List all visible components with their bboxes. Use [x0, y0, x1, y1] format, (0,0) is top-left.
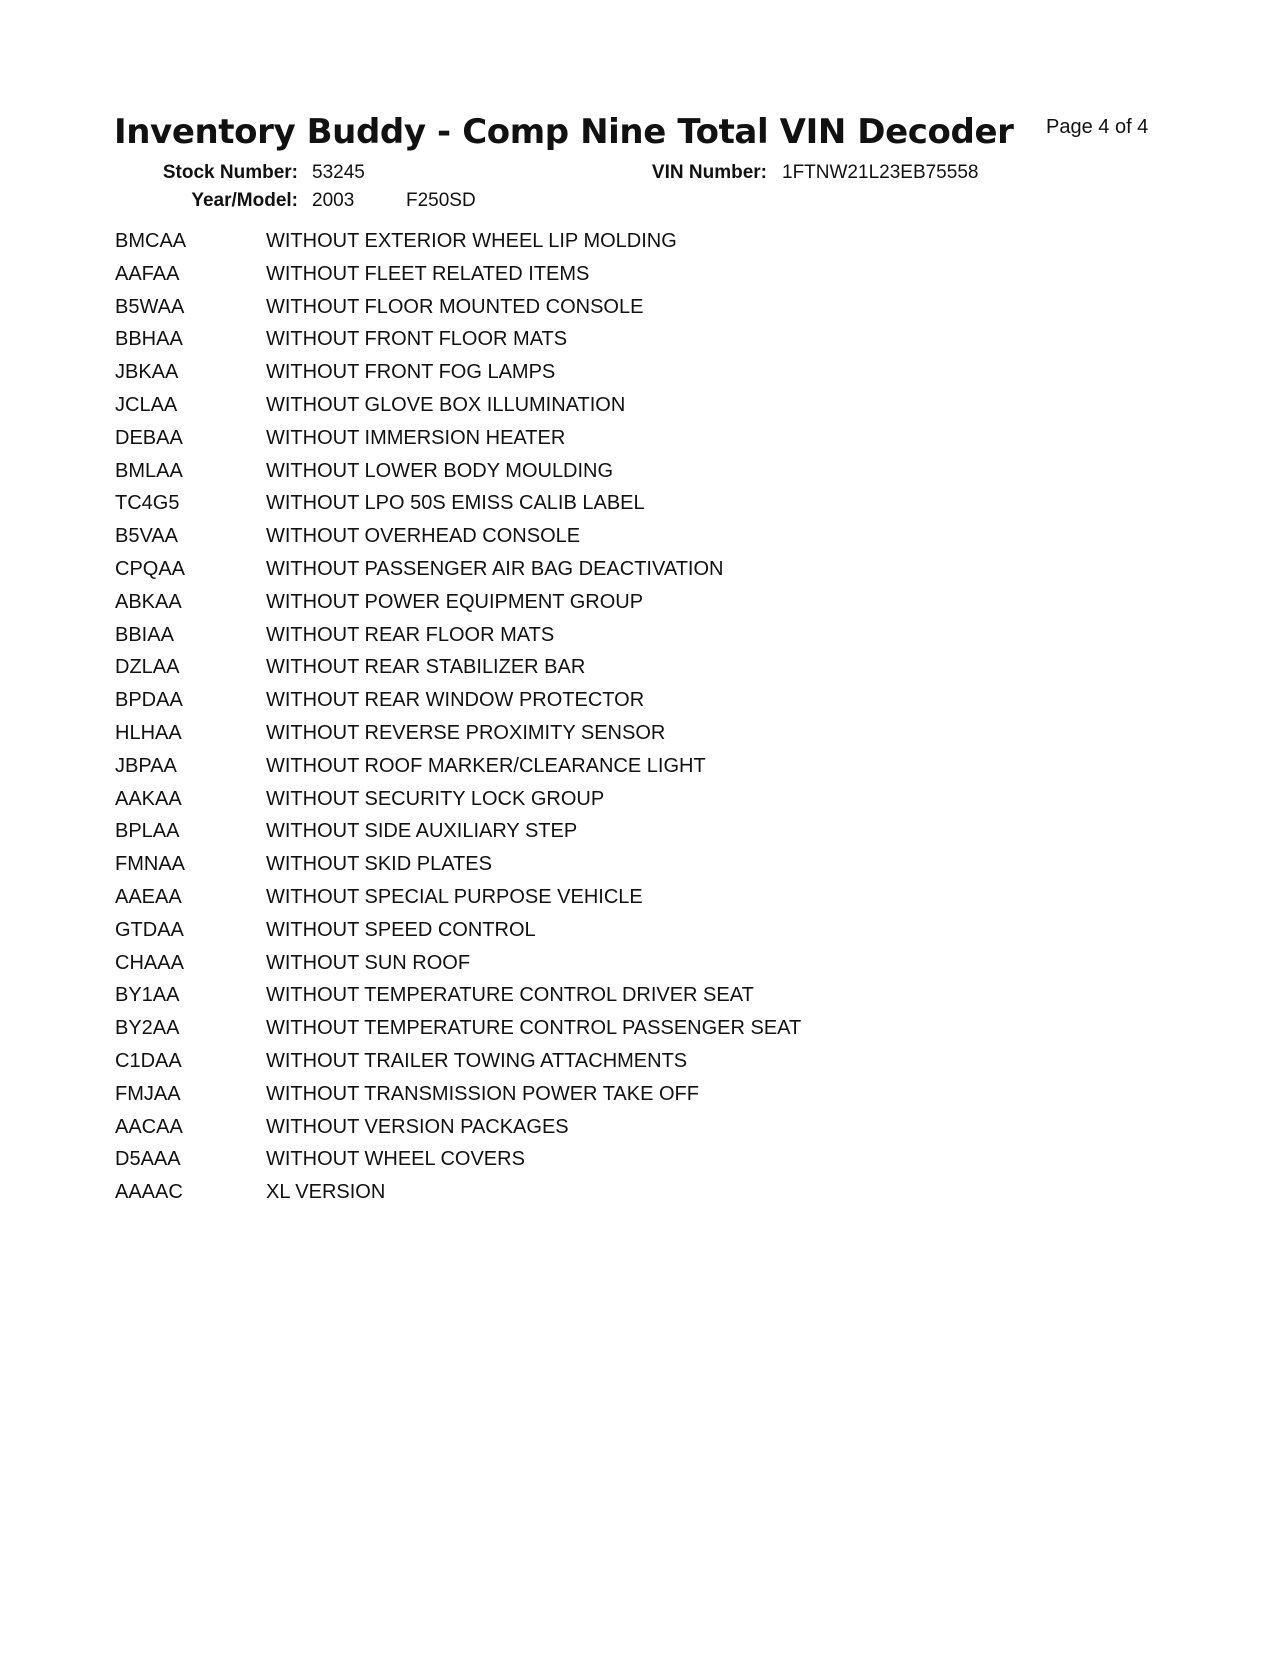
- option-description: WITHOUT TEMPERATURE CONTROL DRIVER SEAT: [266, 984, 754, 1007]
- option-description: WITHOUT TRANSMISSION POWER TAKE OFF: [266, 1082, 699, 1105]
- option-code: BPDAA: [115, 689, 183, 712]
- option-code: TC4G5: [115, 492, 180, 515]
- list-item: [115, 262, 801, 295]
- list-item: [115, 819, 801, 852]
- option-code: B5VAA: [115, 525, 178, 548]
- option-code: DZLAA: [115, 656, 180, 679]
- year-value: 2003: [312, 190, 355, 211]
- option-code: C1DAA: [115, 1049, 182, 1072]
- option-code: JBKAA: [115, 361, 179, 384]
- option-code: DEBAA: [115, 426, 183, 449]
- option-code: GTDAA: [115, 918, 184, 941]
- list-item: [115, 1082, 801, 1115]
- list-item: [115, 1049, 801, 1082]
- option-description: WITHOUT REVERSE PROXIMITY SENSOR: [266, 721, 666, 744]
- option-description: WITHOUT REAR STABILIZER BAR: [266, 656, 586, 679]
- option-description: WITHOUT REAR FLOOR MATS: [266, 623, 555, 646]
- option-description: WITHOUT GLOVE BOX ILLUMINATION: [266, 393, 626, 416]
- option-code: AAFAA: [115, 262, 180, 285]
- list-item: [115, 1180, 801, 1213]
- list-item: [115, 459, 801, 492]
- option-code: AAEAA: [115, 885, 182, 908]
- list-item: [115, 524, 801, 557]
- list-item: [115, 229, 801, 262]
- list-item: [115, 393, 801, 426]
- option-description: WITHOUT FLOOR MOUNTED CONSOLE: [266, 295, 644, 318]
- option-code: JBPAA: [115, 754, 177, 777]
- stock-number-value: 53245: [312, 162, 365, 183]
- option-code: JCLAA: [115, 393, 178, 416]
- option-description: WITHOUT SKID PLATES: [266, 853, 492, 876]
- option-description: WITHOUT ROOF MARKER/CLEARANCE LIGHT: [266, 754, 706, 777]
- option-description: WITHOUT SPECIAL PURPOSE VEHICLE: [266, 885, 643, 908]
- list-item: [115, 491, 801, 524]
- list-item: [115, 852, 801, 885]
- list-item: [115, 754, 801, 787]
- year-model-label: Year/Model:: [191, 190, 298, 211]
- option-description: WITHOUT IMMERSION HEATER: [266, 426, 566, 449]
- option-description: WITHOUT SIDE AUXILIARY STEP: [266, 820, 578, 843]
- option-description: WITHOUT OVERHEAD CONSOLE: [266, 525, 581, 548]
- list-item: [115, 590, 801, 623]
- option-description: WITHOUT FLEET RELATED ITEMS: [266, 262, 590, 285]
- option-description: WITHOUT FRONT FLOOR MATS: [266, 328, 568, 351]
- option-code: AAAAC: [115, 1181, 183, 1204]
- option-code: AAKAA: [115, 787, 182, 810]
- option-code: CHAAA: [115, 951, 184, 974]
- vin-number-value: 1FTNW21L23EB75558: [782, 162, 979, 183]
- list-item: [115, 885, 801, 918]
- option-description: WITHOUT REAR WINDOW PROTECTOR: [266, 689, 645, 712]
- option-code: B5WAA: [115, 295, 185, 318]
- page-title: Inventory Buddy - Comp Nine Total VIN Decoder: [114, 112, 1014, 152]
- option-description: WITHOUT SPEED CONTROL: [266, 918, 536, 941]
- option-code: FMNAA: [115, 853, 185, 876]
- option-description: WITHOUT FRONT FOG LAMPS: [266, 361, 556, 384]
- option-code: D5AAA: [115, 1148, 181, 1171]
- page-number: Page 4 of 4: [1046, 116, 1149, 138]
- option-code: CPQAA: [115, 557, 186, 580]
- option-description: WITHOUT VERSION PACKAGES: [266, 1115, 569, 1138]
- list-item: [115, 623, 801, 656]
- list-item: [115, 721, 801, 754]
- list-item: [115, 983, 801, 1016]
- option-code: HLHAA: [115, 721, 182, 744]
- option-description: WITHOUT SUN ROOF: [266, 951, 471, 974]
- option-code: BPLAA: [115, 820, 180, 843]
- list-item: [115, 1147, 801, 1180]
- list-item: [115, 557, 801, 590]
- option-description: WITHOUT EXTERIOR WHEEL LIP MOLDING: [266, 230, 677, 252]
- list-item: [115, 951, 801, 984]
- list-item: [115, 1115, 801, 1148]
- option-code: BMLAA: [115, 459, 183, 482]
- list-item: [115, 1016, 801, 1049]
- list-item: [115, 787, 801, 820]
- list-item: [115, 688, 801, 721]
- option-description: WITHOUT PASSENGER AIR BAG DEACTIVATION: [266, 557, 724, 580]
- list-item: [115, 918, 801, 951]
- model-value: F250SD: [406, 190, 476, 211]
- option-code: BY2AA: [115, 1017, 180, 1040]
- list-item: [115, 655, 801, 688]
- option-code: BBHAA: [115, 328, 183, 351]
- option-code-list: [115, 229, 801, 1213]
- option-code: BBIAA: [115, 623, 174, 646]
- option-description: WITHOUT TEMPERATURE CONTROL PASSENGER SEAT: [266, 1017, 802, 1040]
- option-code: BMCAA: [115, 230, 187, 252]
- option-description: XL VERSION: [266, 1181, 386, 1204]
- option-code: ABKAA: [115, 590, 182, 613]
- list-item: [115, 360, 801, 393]
- option-description: WITHOUT LOWER BODY MOULDING: [266, 459, 614, 482]
- option-code: FMJAA: [115, 1082, 181, 1105]
- option-code: BY1AA: [115, 984, 180, 1007]
- option-description: WITHOUT WHEEL COVERS: [266, 1148, 525, 1171]
- vin-number-label: VIN Number:: [651, 162, 767, 183]
- option-description: WITHOUT TRAILER TOWING ATTACHMENTS: [266, 1049, 688, 1072]
- option-code: AACAA: [115, 1115, 183, 1138]
- list-item: [115, 426, 801, 459]
- list-item: [115, 327, 801, 360]
- option-description: WITHOUT LPO 50S EMISS CALIB LABEL: [266, 492, 645, 515]
- option-description: WITHOUT POWER EQUIPMENT GROUP: [266, 590, 644, 613]
- option-description: WITHOUT SECURITY LOCK GROUP: [266, 787, 605, 810]
- list-item: [115, 295, 801, 328]
- stock-number-label: Stock Number:: [162, 162, 298, 183]
